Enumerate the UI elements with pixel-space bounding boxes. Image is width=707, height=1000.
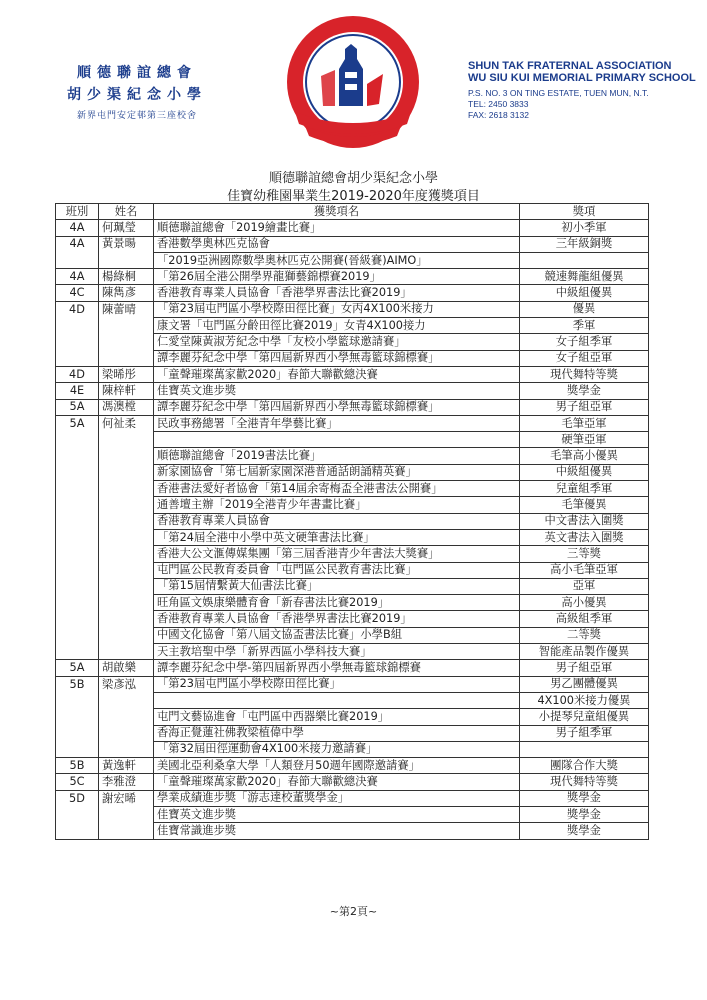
- cell-award: 現代舞特等獎: [520, 366, 649, 382]
- cell-item: 屯門文藝協進會「屯門區中西器樂比賽2019」: [154, 709, 520, 725]
- cell-class: 5B: [56, 758, 99, 774]
- cell-name: 謝宏晞: [99, 790, 154, 806]
- table-header-row: [56, 204, 649, 220]
- table-row: [56, 399, 649, 415]
- cell-class: [56, 448, 99, 464]
- cell-name: [99, 432, 154, 448]
- table-row: [56, 334, 649, 350]
- cell-item: 順德聯誼總會「2019繪畫比賽」: [154, 220, 520, 236]
- cell-item: [154, 692, 520, 708]
- cell-award: 中級組優異: [520, 464, 649, 480]
- cell-class: [56, 432, 99, 448]
- table-row: [56, 806, 649, 822]
- table-row: [56, 236, 649, 252]
- cell-award: 初小季軍: [520, 220, 649, 236]
- cell-name: [99, 252, 154, 268]
- table-row: [56, 692, 649, 708]
- school-logo-icon: [283, 14, 423, 154]
- table-row: [56, 513, 649, 529]
- cell-award: 三年級銅獎: [520, 236, 649, 252]
- table-row: [56, 318, 649, 334]
- table-row: [56, 709, 649, 725]
- cell-item: [154, 432, 520, 448]
- cell-name: 陳梓軒: [99, 383, 154, 399]
- school-name-en: WU SIU KUI MEMORIAL PRIMARY SCHOOL: [468, 72, 696, 84]
- cell-award: 女子組亞軍: [520, 350, 649, 366]
- cell-item: 「2019亞洲國際數學奧林匹克公開賽(晉級賽)AIMO」: [154, 252, 520, 268]
- cell-class: 4A: [56, 269, 99, 285]
- header-class: 班別: [56, 204, 99, 220]
- address-en: P.S. NO. 3 ON TING ESTATE, TUEN MUN, N.T.: [468, 88, 649, 98]
- cell-class: [56, 481, 99, 497]
- table-row: [56, 366, 649, 382]
- table-row: [56, 627, 649, 643]
- cell-award: 男子組亞軍: [520, 660, 649, 676]
- table-row: [56, 823, 649, 839]
- cell-name: 何祉柔: [99, 415, 154, 431]
- cell-class: [56, 513, 99, 529]
- cell-name: [99, 578, 154, 594]
- table-row: [56, 562, 649, 578]
- cell-class: 4D: [56, 301, 99, 317]
- cell-item: 香海正覺蓮社佛教梁植偉中學: [154, 725, 520, 741]
- fax: FAX: 2618 3132: [468, 110, 529, 120]
- cell-name: 陳雋彥: [99, 285, 154, 301]
- school-name-chinese: [52, 62, 222, 121]
- table-row: [56, 220, 649, 236]
- cell-award: 現代舞特等獎: [520, 774, 649, 790]
- table-row: [56, 269, 649, 285]
- cell-item: 香港書法愛好者協會「第14屆余寄梅盃全港書法公開賽」: [154, 481, 520, 497]
- header-award: 獎項: [520, 204, 649, 220]
- cell-item: 佳寶常識進步獎: [154, 823, 520, 839]
- cell-award: 男子組季軍: [520, 725, 649, 741]
- cell-award: 獎學金: [520, 790, 649, 806]
- table-row: [56, 741, 649, 757]
- table-row: [56, 774, 649, 790]
- cell-name: [99, 595, 154, 611]
- cell-name: 黃逸軒: [99, 758, 154, 774]
- awards-table: [55, 203, 649, 840]
- cell-name: [99, 627, 154, 643]
- table-row: [56, 481, 649, 497]
- header-name: 姓名: [99, 204, 154, 220]
- cell-class: 4C: [56, 285, 99, 301]
- campus-address-zh: 新界屯門安定邨第三座校舍: [76, 111, 197, 121]
- table-row: [56, 448, 649, 464]
- cell-award: 團隊合作大獎: [520, 758, 649, 774]
- cell-award: 男乙團體優異: [520, 676, 649, 692]
- cell-name: [99, 513, 154, 529]
- cell-name: 梁彥泓: [99, 676, 154, 692]
- cell-item: 新家園協會「第七屆新家園深港普通話朗誦精英賽」: [154, 464, 520, 480]
- cell-item: 仁愛堂陳黃淑芳紀念中學「友校小學籃球邀請賽」: [154, 334, 520, 350]
- cell-item: 「第23屆屯門區小學校際田徑比賽」女丙4X100米接力: [154, 301, 520, 317]
- cell-item: 通善壇主辦「2019全港青少年書畫比賽」: [154, 497, 520, 513]
- cell-award: 4X100米接力優異: [520, 692, 649, 708]
- cell-name: [99, 823, 154, 839]
- cell-award: 競速舞龍組優異: [520, 269, 649, 285]
- cell-item: 「第24屆全港中小學中英文硬筆書法比賽」: [154, 529, 520, 545]
- cell-award: 季軍: [520, 318, 649, 334]
- cell-name: [99, 806, 154, 822]
- cell-name: [99, 448, 154, 464]
- cell-item: 譚李麗芬紀念中學「第四屆新界西小學無毒籃球錦標賽」: [154, 399, 520, 415]
- cell-name: 李雅澄: [99, 774, 154, 790]
- cell-item: 康文署「屯門區分齡田徑比賽2019」女青4X100接力: [154, 318, 520, 334]
- cell-item: 美國北亞利桑拿大學「人類登月50週年國際邀請賽」: [154, 758, 520, 774]
- cell-award: 高小優異: [520, 595, 649, 611]
- cell-item: 「童聲璀璨萬家歡2020」春節大聯歡總決賽: [154, 366, 520, 382]
- table-row: [56, 350, 649, 366]
- cell-name: [99, 741, 154, 757]
- cell-class: [56, 806, 99, 822]
- cell-name: [99, 692, 154, 708]
- cell-item: 譚李麗芬紀念中學-第四屆新界西小學無毒籃球錦標賽: [154, 660, 520, 676]
- cell-award: 亞軍: [520, 578, 649, 594]
- cell-item: 中國文化協會「第八屆文協盃書法比賽」小學B組: [154, 627, 520, 643]
- table-row: [56, 497, 649, 513]
- cell-class: 4A: [56, 236, 99, 252]
- cell-name: [99, 709, 154, 725]
- cell-award: 獎學金: [520, 823, 649, 839]
- document-title: 順德聯誼總會胡少渠紀念小學: [268, 171, 438, 186]
- table-row: [56, 415, 649, 431]
- table-row: [56, 595, 649, 611]
- cell-award: 獎學金: [520, 383, 649, 399]
- cell-award: [520, 741, 649, 757]
- cell-name: [99, 562, 154, 578]
- cell-class: [56, 562, 99, 578]
- cell-class: 4A: [56, 220, 99, 236]
- table-row: [56, 676, 649, 692]
- cell-award: 小提琴兒童組優異: [520, 709, 649, 725]
- cell-name: [99, 611, 154, 627]
- cell-award: 中文書法入圍獎: [520, 513, 649, 529]
- cell-award: 男子組亞軍: [520, 399, 649, 415]
- cell-class: 5B: [56, 676, 99, 692]
- table-row: [56, 660, 649, 676]
- cell-name: 何珮瑩: [99, 220, 154, 236]
- table-row: [56, 252, 649, 268]
- association-name-en: SHUN TAK FRATERNAL ASSOCIATION: [468, 60, 672, 72]
- cell-name: [99, 481, 154, 497]
- cell-award: 英文書法入圍獎: [520, 529, 649, 545]
- cell-award: 毛筆高小優異: [520, 448, 649, 464]
- cell-class: [56, 823, 99, 839]
- cell-item: 天主教培聖中學「新界西區小學科技大賽」: [154, 644, 520, 660]
- cell-class: [56, 318, 99, 334]
- cell-class: 5C: [56, 774, 99, 790]
- school-name-zh: 胡少渠紀念小學: [67, 87, 207, 103]
- cell-item: 順德聯誼總會「2019書法比賽」: [154, 448, 520, 464]
- cell-award: 獎學金: [520, 806, 649, 822]
- cell-item: 香港教育專業人員協會「香港學界書法比賽2019」: [154, 285, 520, 301]
- cell-class: [56, 611, 99, 627]
- cell-award: [520, 252, 649, 268]
- table-row: [56, 301, 649, 317]
- table-body: [56, 220, 649, 839]
- cell-award: 高級組季軍: [520, 611, 649, 627]
- cell-name: [99, 725, 154, 741]
- cell-item: 香港數學奧林匹克協會: [154, 236, 520, 252]
- table-row: [56, 758, 649, 774]
- cell-name: 黃景暘: [99, 236, 154, 252]
- cell-item: 「第15屆情繫黃大仙書法比賽」: [154, 578, 520, 594]
- cell-class: 5A: [56, 399, 99, 415]
- cell-class: [56, 546, 99, 562]
- cell-item: 「童聲璀璨萬家歡2020」春節大聯歡總決賽: [154, 774, 520, 790]
- cell-item: 譚李麗芬紀念中學「第四屆新界西小學無毒籃球錦標賽」: [154, 350, 520, 366]
- cell-item: 屯門區公民教育委員會「屯門區公民教育書法比賽」: [154, 562, 520, 578]
- cell-item: 旺角區文娛康樂體育會「新春書法比賽2019」: [154, 595, 520, 611]
- cell-award: 三等獎: [520, 546, 649, 562]
- table-row: [56, 644, 649, 660]
- document-subtitle: 佳寶幼稚園畢業生2019-2020年度獲獎項目: [227, 189, 480, 204]
- table-row: [56, 464, 649, 480]
- cell-class: [56, 334, 99, 350]
- cell-class: [56, 644, 99, 660]
- cell-item: 「第23屆屯門區小學校際田徑比賽」: [154, 676, 520, 692]
- cell-name: [99, 464, 154, 480]
- cell-class: [56, 741, 99, 757]
- cell-class: [56, 350, 99, 366]
- cell-name: 陳蕾晴: [99, 301, 154, 317]
- table-row: [56, 383, 649, 399]
- cell-award: 硬筆亞軍: [520, 432, 649, 448]
- cell-name: [99, 644, 154, 660]
- cell-class: [56, 725, 99, 741]
- cell-award: 中級組優異: [520, 285, 649, 301]
- table-row: [56, 432, 649, 448]
- cell-class: 4E: [56, 383, 99, 399]
- cell-item: 香港大公文滙傳媒集團「第三屆香港青少年書法大獎賽」: [154, 546, 520, 562]
- cell-award: 智能產品製作優異: [520, 644, 649, 660]
- cell-award: 高小毛筆亞軍: [520, 562, 649, 578]
- cell-item: 佳寶英文進步獎: [154, 806, 520, 822]
- cell-name: [99, 546, 154, 562]
- cell-class: 5A: [56, 415, 99, 431]
- table-row: [56, 725, 649, 741]
- cell-name: [99, 350, 154, 366]
- table-row: [56, 578, 649, 594]
- cell-item: 佳寶英文進步獎: [154, 383, 520, 399]
- table-row: [56, 529, 649, 545]
- cell-class: 4D: [56, 366, 99, 382]
- table-row: [56, 285, 649, 301]
- table-row: [56, 546, 649, 562]
- cell-name: 楊綠桐: [99, 269, 154, 285]
- cell-class: 5D: [56, 790, 99, 806]
- cell-name: 胡啟樂: [99, 660, 154, 676]
- cell-name: [99, 497, 154, 513]
- cell-award: 兒童組季軍: [520, 481, 649, 497]
- cell-class: [56, 252, 99, 268]
- cell-award: 毛筆優異: [520, 497, 649, 513]
- school-name-english: [468, 60, 698, 121]
- cell-class: [56, 709, 99, 725]
- cell-name: [99, 318, 154, 334]
- cell-item: 香港教育專業人員協會「香港學界書法比賽2019」: [154, 611, 520, 627]
- cell-name: 馮澳樘: [99, 399, 154, 415]
- cell-name: [99, 529, 154, 545]
- cell-award: 女子組季軍: [520, 334, 649, 350]
- cell-item: 學業成績進步獎「游志達校董獎學金」: [154, 790, 520, 806]
- cell-name: [99, 334, 154, 350]
- header-item: 獲獎項名: [154, 204, 520, 220]
- cell-class: [56, 529, 99, 545]
- cell-class: [56, 595, 99, 611]
- cell-class: 5A: [56, 660, 99, 676]
- table-row: [56, 790, 649, 806]
- cell-class: [56, 464, 99, 480]
- cell-item: 「第32屆田徑運動會4X100米接力邀請賽」: [154, 741, 520, 757]
- cell-class: [56, 497, 99, 513]
- page-number: ~第2頁~: [329, 905, 378, 918]
- cell-item: 「第26屆全港公開學界龍獅藝錦標賽2019」: [154, 269, 520, 285]
- cell-award: 二等獎: [520, 627, 649, 643]
- cell-name: 梁晞彤: [99, 366, 154, 382]
- cell-item: 民政事務總署「全港青年學藝比賽」: [154, 415, 520, 431]
- association-name-zh: 順德聯誼總會: [77, 65, 197, 81]
- cell-item: 香港教育專業人員協會: [154, 513, 520, 529]
- table-row: [56, 611, 649, 627]
- cell-award: 毛筆亞軍: [520, 415, 649, 431]
- cell-class: [56, 692, 99, 708]
- telephone: TEL: 2450 3833: [468, 99, 529, 109]
- cell-class: [56, 627, 99, 643]
- cell-award: 優異: [520, 301, 649, 317]
- cell-class: [56, 578, 99, 594]
